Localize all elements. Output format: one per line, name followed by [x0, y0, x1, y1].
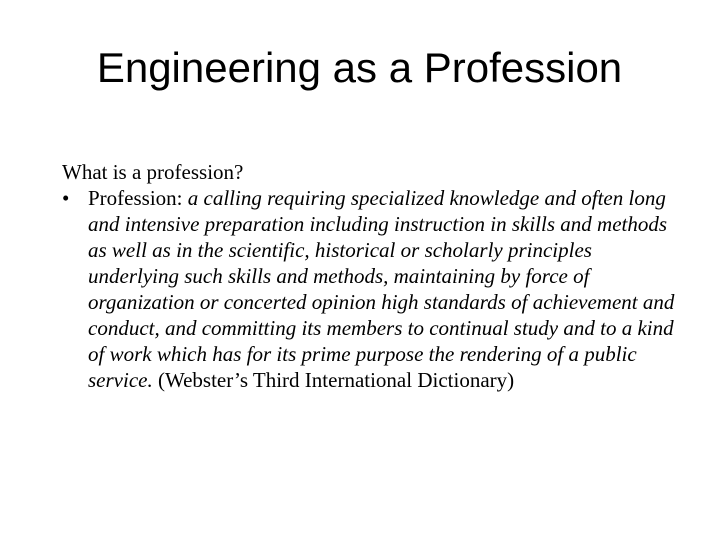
definition-source: (Webster’s Third International Dictionary)	[152, 368, 515, 392]
definition-text: a calling requiring specialized knowledge and often long and intensive preparation including instruction in skills and methods as well as in the scientific, historical or scholarly principles underlying such skills and methods, maintaining by force of organization or concerted opinion high standards of achievement and conduct, and committing its members to continual study and to a kind of work which has for its prime purpose the rendering of a public service.	[88, 186, 675, 392]
bullet-marker: •	[62, 186, 70, 210]
definition-term: Profession:	[88, 186, 188, 210]
slide-body	[62, 159, 682, 393]
question-text: What is a profession?	[62, 160, 244, 184]
slide-title: Engineering as a Profession	[96, 44, 623, 91]
bullet-item-profession	[62, 185, 682, 393]
